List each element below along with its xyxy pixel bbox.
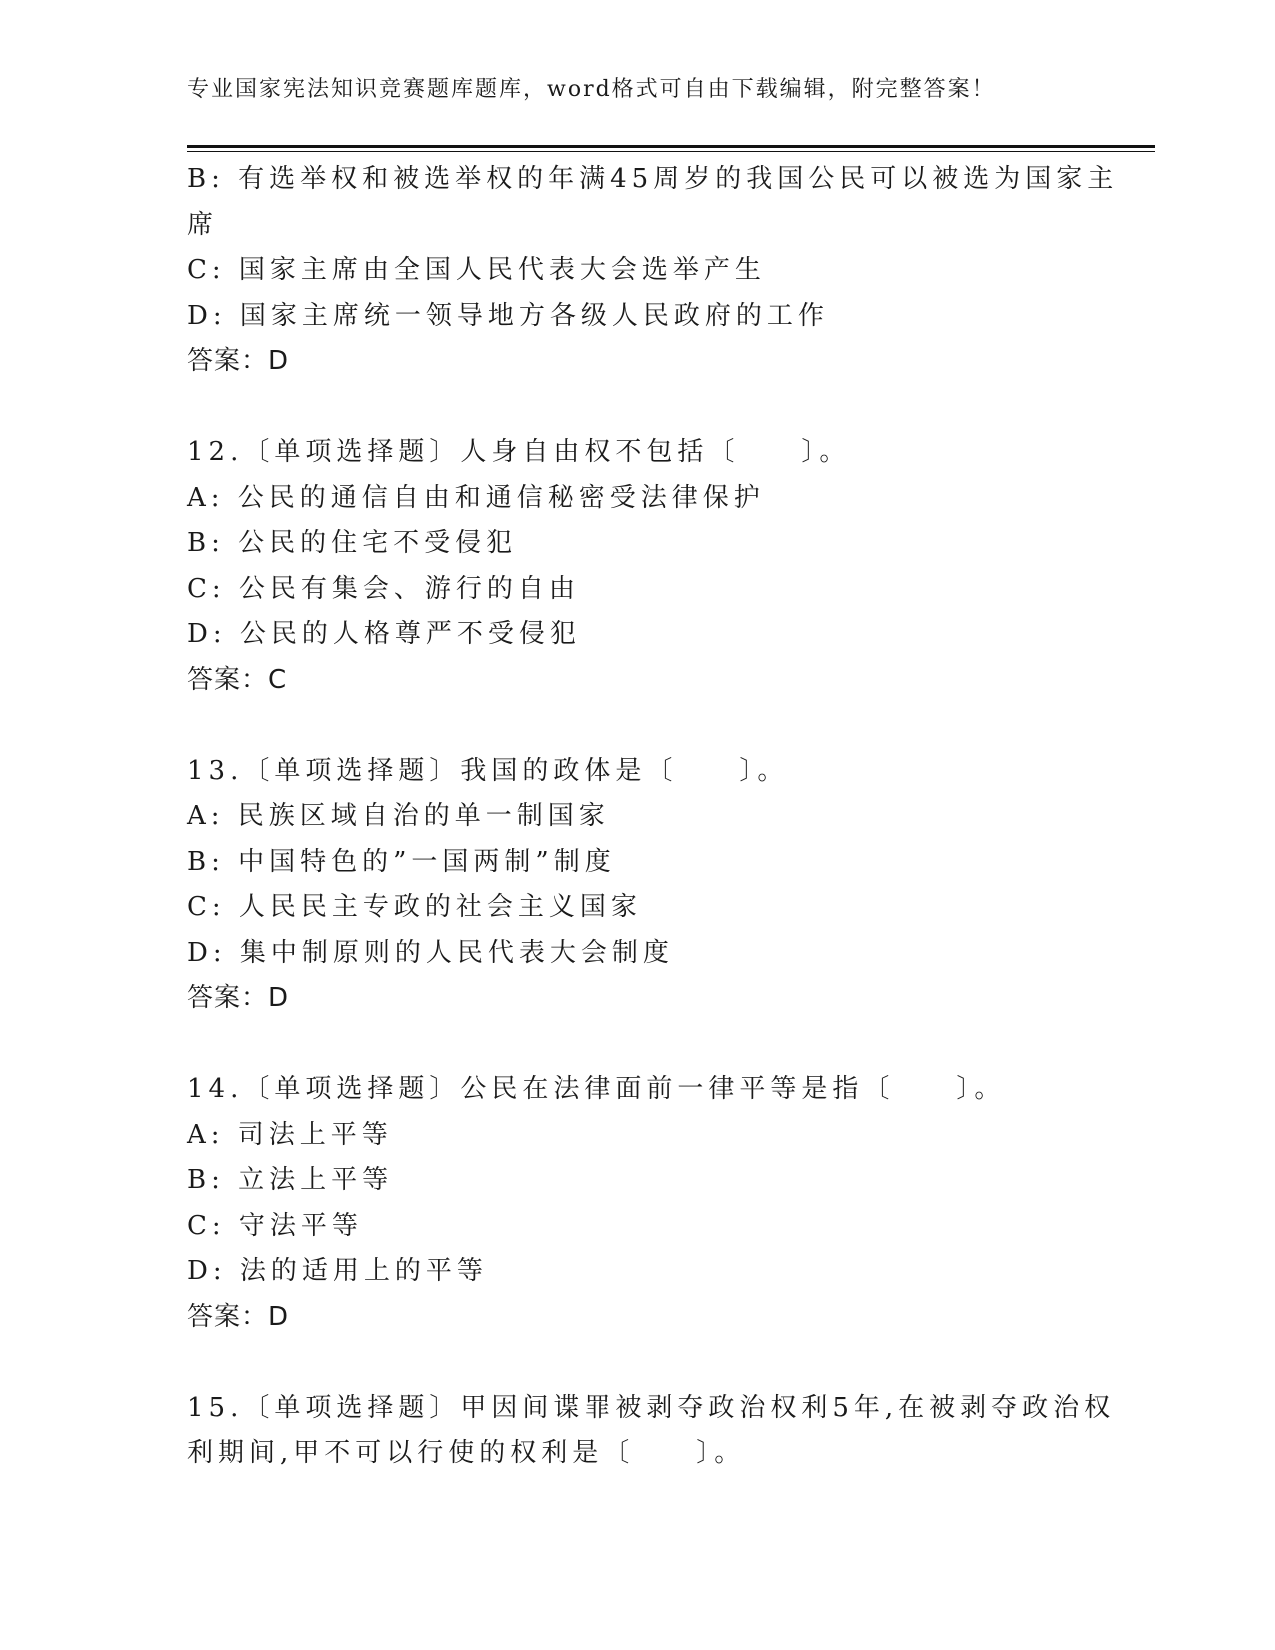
question-14 [187, 1067, 1087, 1340]
option-d: D: 集中制原则的人民代表大会制度 [187, 937, 674, 968]
option-b: B: 立法上平等 [187, 1165, 394, 1195]
option-b: B: 公民的住宅不受侵犯 [187, 528, 518, 558]
page-header: 专业国家宪法知识竞赛题库题库，word格式可自由下载编辑，附完整答案！ [187, 77, 996, 102]
option-b-continued: 席 [187, 209, 219, 240]
option-b: B: 中国特色的”一国两制”制度 [187, 846, 616, 877]
spacer [187, 385, 1087, 431]
question-stem: 13.〔单项选择题〕我国的政体是〔 〕。 [187, 755, 789, 786]
document-body [187, 157, 1119, 1477]
spacer [187, 1340, 1087, 1386]
option-d: D: 法的适用上的平等 [187, 1256, 488, 1286]
option-a: A: 司法上平等 [187, 1119, 393, 1150]
option-c: C: 国家主席由全国人民代表大会选举产生 [187, 255, 766, 285]
answer: 答案：D [187, 346, 290, 376]
question-stem: 15.〔单项选择题〕甲因间谍罪被剥夺政治权利5年,在被剥夺政治权 [187, 1392, 1116, 1423]
option-a: A: 公民的通信自由和通信秘密受法律保护 [187, 482, 765, 513]
option-b: B: 有选举权和被选举权的年满45周岁的我国公民可以被选为国家主 [187, 164, 1119, 194]
question-15 [187, 1386, 1116, 1477]
question-stem: 12.〔单项选择题〕人身自由权不包括〔 〕。 [187, 437, 851, 467]
option-c: C: 公民有集会、游行的自由 [187, 573, 580, 604]
header-rule-thick [187, 145, 1155, 148]
spacer [187, 703, 1087, 749]
option-c: C: 守法平等 [187, 1210, 363, 1241]
question-12 [187, 430, 1087, 703]
answer: 答案：D [187, 1301, 290, 1332]
header-rule-thin [187, 151, 1155, 152]
option-c: C: 人民民主专政的社会主义国家 [187, 892, 642, 922]
question-13 [187, 749, 1087, 1022]
question-stem-continued: 利期间,甲不可以行使的权利是〔 〕。 [187, 1438, 746, 1468]
question-stem: 14.〔单项选择题〕公民在法律面前一律平等是指〔 〕。 [187, 1074, 1006, 1104]
spacer [187, 1022, 1087, 1068]
answer: 答案：C [187, 664, 288, 695]
option-a: A: 民族区域自治的单一制国家 [187, 801, 610, 831]
option-d: D: 公民的人格尊严不受侵犯 [187, 619, 581, 649]
question-fragment [187, 157, 1119, 385]
answer: 答案：D [187, 983, 290, 1013]
option-d: D: 国家主席统一领导地方各级人民政府的工作 [187, 300, 829, 331]
